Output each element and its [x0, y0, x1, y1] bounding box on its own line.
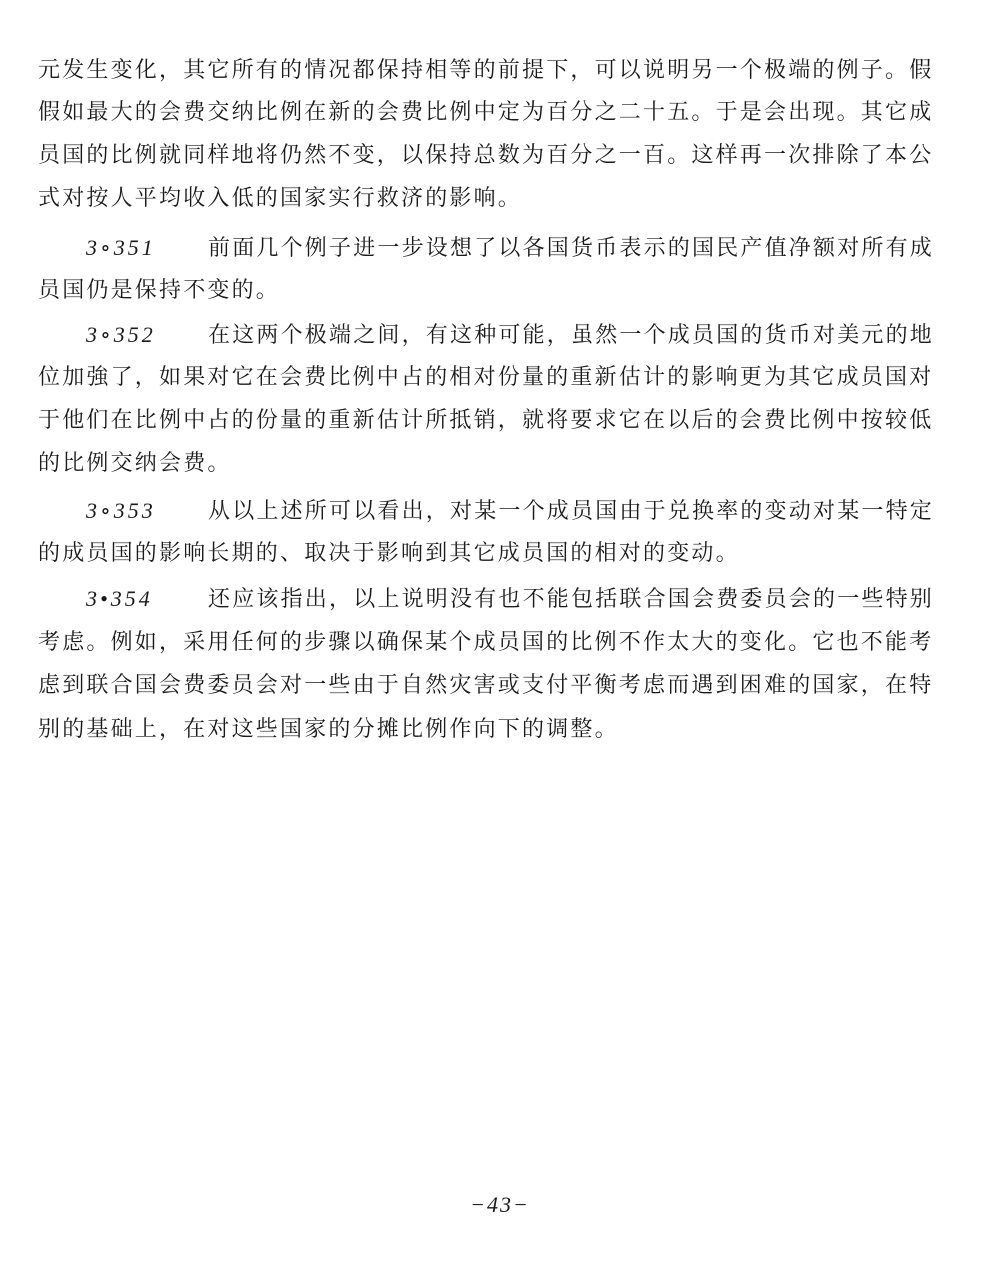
- text-line: 从以上述所可以看出，对某一个成员国由于兑换率的变动对某一特定: [208, 499, 935, 524]
- text-line: 的成员国的影响长期的、取决于影响到其它成员国的相对的变动。: [38, 541, 740, 566]
- text-line: 式对按人平均收入低的国家实行救济的影响。: [38, 186, 523, 211]
- text-line: 在这两个极端之间，有这种可能，虽然一个成员国的货币对美元的地: [208, 323, 935, 348]
- paragraph-number: 3∘353: [86, 498, 156, 523]
- text-line: 别的基础上，在对这些国家的分摊比例作向下的调整。: [38, 717, 619, 742]
- text-line: 假如最大的会费交纳比例在新的会费比例中定为百分之二十五。于是会出现。其它成: [38, 100, 934, 125]
- text-line: 前面几个例子进一步设想了以各国货币表示的国民产值净额对所有成: [208, 236, 935, 261]
- text-line: 员国仍是保持不变的。: [38, 278, 281, 303]
- text-line: 元发生变化，其它所有的情况都保持相等的前提下，可以说明另一个极端的例子。假: [38, 58, 934, 83]
- page-number: −43−: [470, 1192, 530, 1217]
- paragraph-3-351-first-line: [38, 233, 958, 264]
- text-line: 虑到联合国会费委员会对一些由于自然灾害或支付平衡考虑而遇到困难的国家，在特: [38, 673, 934, 698]
- paragraph-3-354-first-line: [38, 584, 958, 615]
- paragraph-number: 3∘351: [86, 235, 156, 260]
- paragraph-number: 3∘352: [86, 322, 156, 347]
- text-line: 的比例交纳会费。: [38, 451, 232, 476]
- text-line: 员国的比例就同样地将仍然不变，以保持总数为百分之一百。这样再一次排除了本公: [38, 143, 934, 168]
- paragraph-3-353-first-line: [38, 496, 958, 527]
- text-line: 位加強了，如果对它在会费比例中占的相对份量的重新估计的影响更为其它成员国对: [38, 365, 934, 390]
- paragraph-3-352-first-line: [38, 320, 958, 351]
- text-line: 还应该指出，以上说明没有也不能包括联合国会费委员会的一些特别: [208, 587, 935, 612]
- text-line: 考虑。例如，采用任何的步骤以确保某个成员国的比例不作太大的变化。它也不能考: [38, 630, 934, 655]
- text-line: 于他们在比例中占的份量的重新估计所抵销，就将要求它在以后的会费比例中按较低: [38, 408, 934, 433]
- paragraph-number: 3•354: [86, 586, 153, 611]
